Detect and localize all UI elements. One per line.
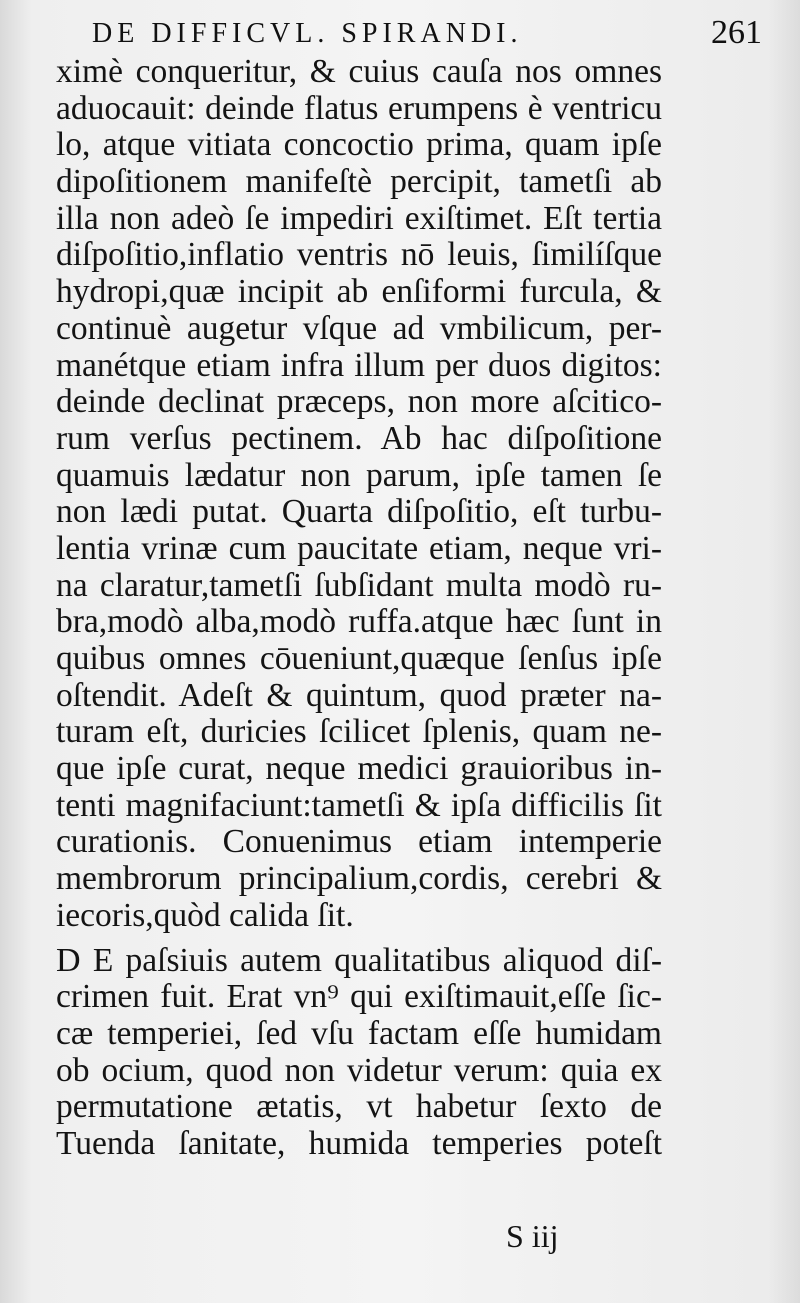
signature-mark: S iij: [506, 1218, 559, 1254]
text-line: aduocauit: deinde flatus erumpens è ventricu: [56, 89, 662, 127]
text-line: oſtendit. Adeſt & quintum, quod præter na-: [56, 676, 662, 714]
text-line: tenti magnifaciunt:tametſi & ipſa difficilis ſit: [56, 786, 662, 824]
text-line: que ipſe curat, neque medici grauioribus in-: [56, 750, 662, 788]
text-line: illa non adeò ſe impediri exiſtimet. Eſt tertia: [56, 199, 662, 237]
text-line: Tuenda ſanitate, humida temperies poteſt: [56, 1124, 662, 1162]
text-line: ximè conqueritur, & cuius cauſa nos omnes: [56, 53, 662, 90]
text-line: curationis. Conuenimus etiam intemperie: [56, 823, 662, 861]
running-head: DE DIFFICVL. SPIRANDI.: [92, 18, 523, 49]
page-number: 261: [711, 14, 762, 51]
text-line: bra,modò alba,modò ruffa.atque hæc ſunt in: [56, 603, 662, 641]
drop-cap: D: [56, 941, 81, 979]
text-line: lo, atque vitiata concoctio prima, quam ipſe: [56, 126, 662, 164]
text-line: diſpoſitio,inflatio ventris nō leuis, ſimilíſque: [56, 236, 662, 274]
page-header: [92, 14, 762, 54]
paragraph-1: [56, 54, 662, 935]
paragraph-2: [56, 943, 662, 1163]
text-line: turam eſt, duricies ſcilicet ſplenis, quam ne-: [56, 713, 662, 751]
text-line: hydropi,quæ incipit ab enſiformi furcula, &: [56, 273, 662, 311]
text-line-rest: E paſsiuis autem qualitatibus aliquod diſ-: [92, 941, 663, 979]
text-line: non lædi putat. Quarta diſpoſitio, eſt turbu-: [56, 493, 662, 531]
text-line: deinde declinat præceps, non more aſcitico-: [56, 383, 662, 421]
text-line: ob ocium, quod non videtur verum: quia ex: [56, 1051, 662, 1089]
text-line: membrorum principalium,cordis, cerebri &: [56, 860, 662, 898]
text-line: continuè augetur vſque ad vmbilicum, per-: [56, 309, 662, 347]
text-line: iecoris,quòd calida ſit.: [56, 896, 354, 934]
text-line: quamuis lædatur non parum, ipſe tamen ſe: [56, 456, 662, 494]
text-line: lentia vrinæ cum paucitate etiam, neque vri-: [56, 529, 662, 567]
text-line: crimen fuit. Erat vn⁹ qui exiſtimauit,eſſe ſic-: [56, 978, 662, 1016]
text-line: rum verſus pectinem. Ab hac diſpoſitione: [56, 419, 662, 457]
text-line: cæ temperiei, ſed vſu factam eſſe humidam: [56, 1014, 662, 1052]
body-text: [56, 54, 662, 1163]
text-line-with-dropcap: [56, 943, 662, 980]
text-line: manétque etiam infra illum per duos digitos:: [56, 346, 662, 384]
text-line: quibus omnes cōueniunt,quæque ſenſus ipſe: [56, 640, 662, 677]
text-line: permutatione ætatis, vt habetur ſexto de: [56, 1088, 662, 1126]
text-line: na claratur,tametſi ſubſidant multa modò ru-: [56, 566, 662, 604]
text-line: dipoſitionem manifeſtè percipit, tametſi ab: [56, 163, 662, 201]
